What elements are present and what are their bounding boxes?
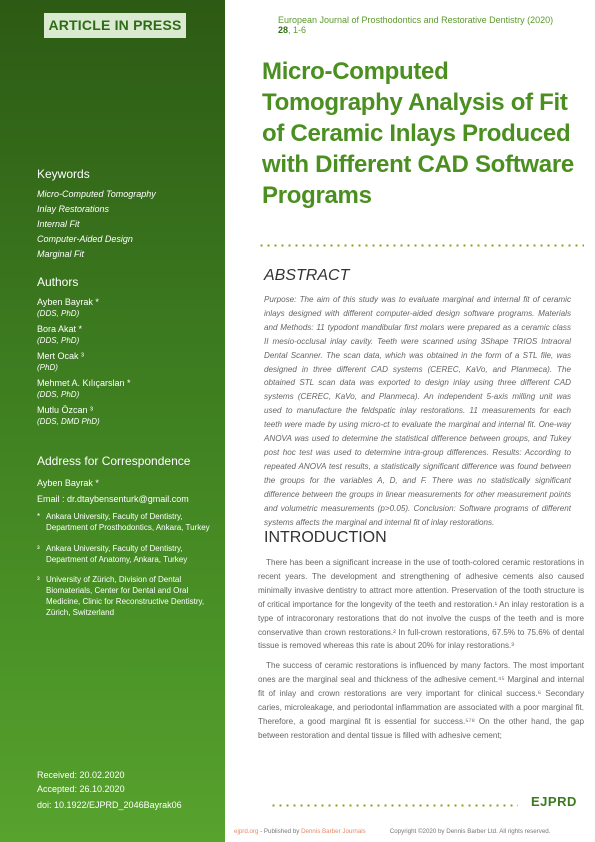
keyword: Internal Fit [37, 219, 80, 229]
introduction-heading: INTRODUCTION [264, 529, 387, 546]
paragraph: There has been a significant increase in the use of tooth-colored ceramic restorations in recent years. The development and strengthening of adhesive cements also caused minimally invasive dentistry to attract more attention. Preservation of the tooth structure is of critical importance for the longevity of the teeth and restoration.¹ An inlay restoration is a type of intracoronary restorations that do not involve the cusps of the teeth and is more conservative than crown restorations.² In full-crown restorations, 67.5% to 75.6% of dental tissue is removed whereas this rate is about 20% for inlay restorations.³ [258, 558, 584, 651]
author-degree: (PhD) [37, 363, 58, 372]
article-in-press-badge: ARTICLE IN PRESS [44, 13, 186, 38]
affiliation-text: Ankara University, Faculty of Dentistry, Department of Anatomy, Ankara, Turkey [46, 544, 188, 564]
keyword: Computer-Aided Design [37, 234, 133, 244]
journal-pages: , 1-6 [288, 25, 307, 35]
author-entry [37, 350, 131, 373]
journal-citation [278, 15, 568, 35]
keyword: Micro-Computed Tomography [37, 189, 156, 199]
affiliation-text: Ankara University, Faculty of Dentistry, Department of Prosthodontics, Ankara, Turkey [46, 512, 210, 532]
affiliation [37, 511, 217, 533]
article-title: Micro-Computed Tomography Analysis of Fit of Ceramic Inlays Produced with Different CAD Software Programs [262, 58, 574, 209]
footer-divider [270, 804, 518, 807]
affiliation [37, 543, 217, 565]
keyword: Inlay Restorations [37, 204, 110, 214]
author-name: Mehmet A. Kılıçarslan * [37, 378, 131, 388]
authors-list [37, 296, 131, 431]
author-entry [37, 404, 131, 427]
author-entry [37, 377, 131, 400]
correspondence-name: Ayben Bayrak * [37, 478, 99, 488]
accepted-date: Accepted: 26.10.2020 [37, 784, 125, 794]
abstract-text: Purpose: The aim of this study was to evaluate marginal and internal fit of ceramic inlays designed with different computer-aided design software programs. Materials and Methods: 11 typodont mandibular first molars were prepared as a ceramic class II mesio-occlusal inlay cavity. Teeth were scanned using 3Shape TRIOS Intraoral Dental Scanner. The scan data, which was obtained in the form of a STL file, was designed in three different CAD systems (CEREC, KaVo, and Planmeca). The obtained STL scan data was exported to design inlay using three different CAD systems (CEREC, KaVo, and Planmeca). An independent 5-axis milling unit was used to manufacture the feldspatic inlay restorations. 11 measurements for each teeth were made by using micro-ct to evaluate the marginal and internal fit. One-way ANOVA was used to determine the statistical difference between groups, and Tukey post hoc test was used to determine intra-group differences. Results: According to repeated ANOVA test results, a statistically significant difference was found between the groups for the variables A, D, and F. There was no statistically significant difference between the groups in linear measurements for other measurement points and volumetric measurements (p>0.05). Conclusion: Software programs of different systems affects the marginal and internal fit of inlay restorations. [264, 295, 571, 527]
author-degree: (DDS, PhD) [37, 336, 80, 345]
doi[interactable]: doi: 10.1922/EJPRD_2046Bayrak06 [37, 800, 182, 810]
ejprd-brand: EJPRD [531, 794, 577, 809]
author-entry [37, 296, 131, 319]
page-footer [234, 828, 550, 835]
title-divider [258, 244, 584, 247]
introduction-body [258, 556, 584, 749]
site-link[interactable]: ejprd.org [234, 828, 259, 835]
affiliation [37, 574, 217, 618]
paragraph: The success of ceramic restorations is influenced by many factors. The most important ones are the marginal seal and thickness of the adhesive cement.⁴⁵ Marginal and internal fit of inlay and crown restorations are very important for clinical success.⁶ Secondary caries, microleakage, and periodontal inflammation are associated with a poor marginal fit. Therefore, a good marginal fit is essential for success.⁵⁷⁸ On the other hand, the gap between restoration and dental tissue is filled with adhesive cement; [258, 661, 584, 740]
affiliation-symbol: ³ [37, 544, 40, 553]
publisher-link[interactable]: Dennis Barber Journals [301, 828, 366, 835]
article-dates [37, 768, 182, 812]
copyright: Copyright ©2020 by Dennis Barber Ltd. All rights reserved. [389, 828, 551, 835]
correspondence-heading: Address for Correspondence [37, 454, 191, 468]
affiliation-text: University of Zürich, Division of Dental Biomaterials, Center for Dental and Oral Medicine, Clinic for Reconstructive Dentistry, Zürich, Switzerland [46, 575, 205, 617]
author-entry [37, 323, 131, 346]
keywords-list [37, 187, 156, 262]
author-degree: (DDS, PhD) [37, 309, 80, 318]
authors-heading: Authors [37, 275, 79, 289]
journal-name: European Journal of Prosthodontics and Restorative Dentistry (2020) [278, 15, 554, 25]
abstract-heading: ABSTRACT [264, 267, 350, 284]
author-degree: (DDS, DMD PhD) [37, 417, 100, 426]
author-name: Bora Akat * [37, 324, 83, 334]
sidebar [0, 0, 225, 842]
author-name: Ayben Bayrak * [37, 297, 99, 307]
author-name: Mert Ocak ³ [37, 351, 85, 361]
author-degree: (DDS, PhD) [37, 390, 80, 399]
affiliation-symbol: * [37, 512, 41, 521]
published-by: - Published by [258, 828, 302, 835]
keyword: Marginal Fit [37, 249, 85, 259]
affiliation-symbol: ³ [37, 575, 40, 584]
keywords-heading: Keywords [37, 167, 90, 181]
journal-volume: 28 [278, 25, 289, 35]
correspondence-email[interactable]: Email : dr.dtaybensenturk@gmail.com [37, 494, 189, 504]
received-date: Received: 20.02.2020 [37, 770, 125, 780]
author-name: Mutlu Özcan ³ [37, 405, 94, 415]
